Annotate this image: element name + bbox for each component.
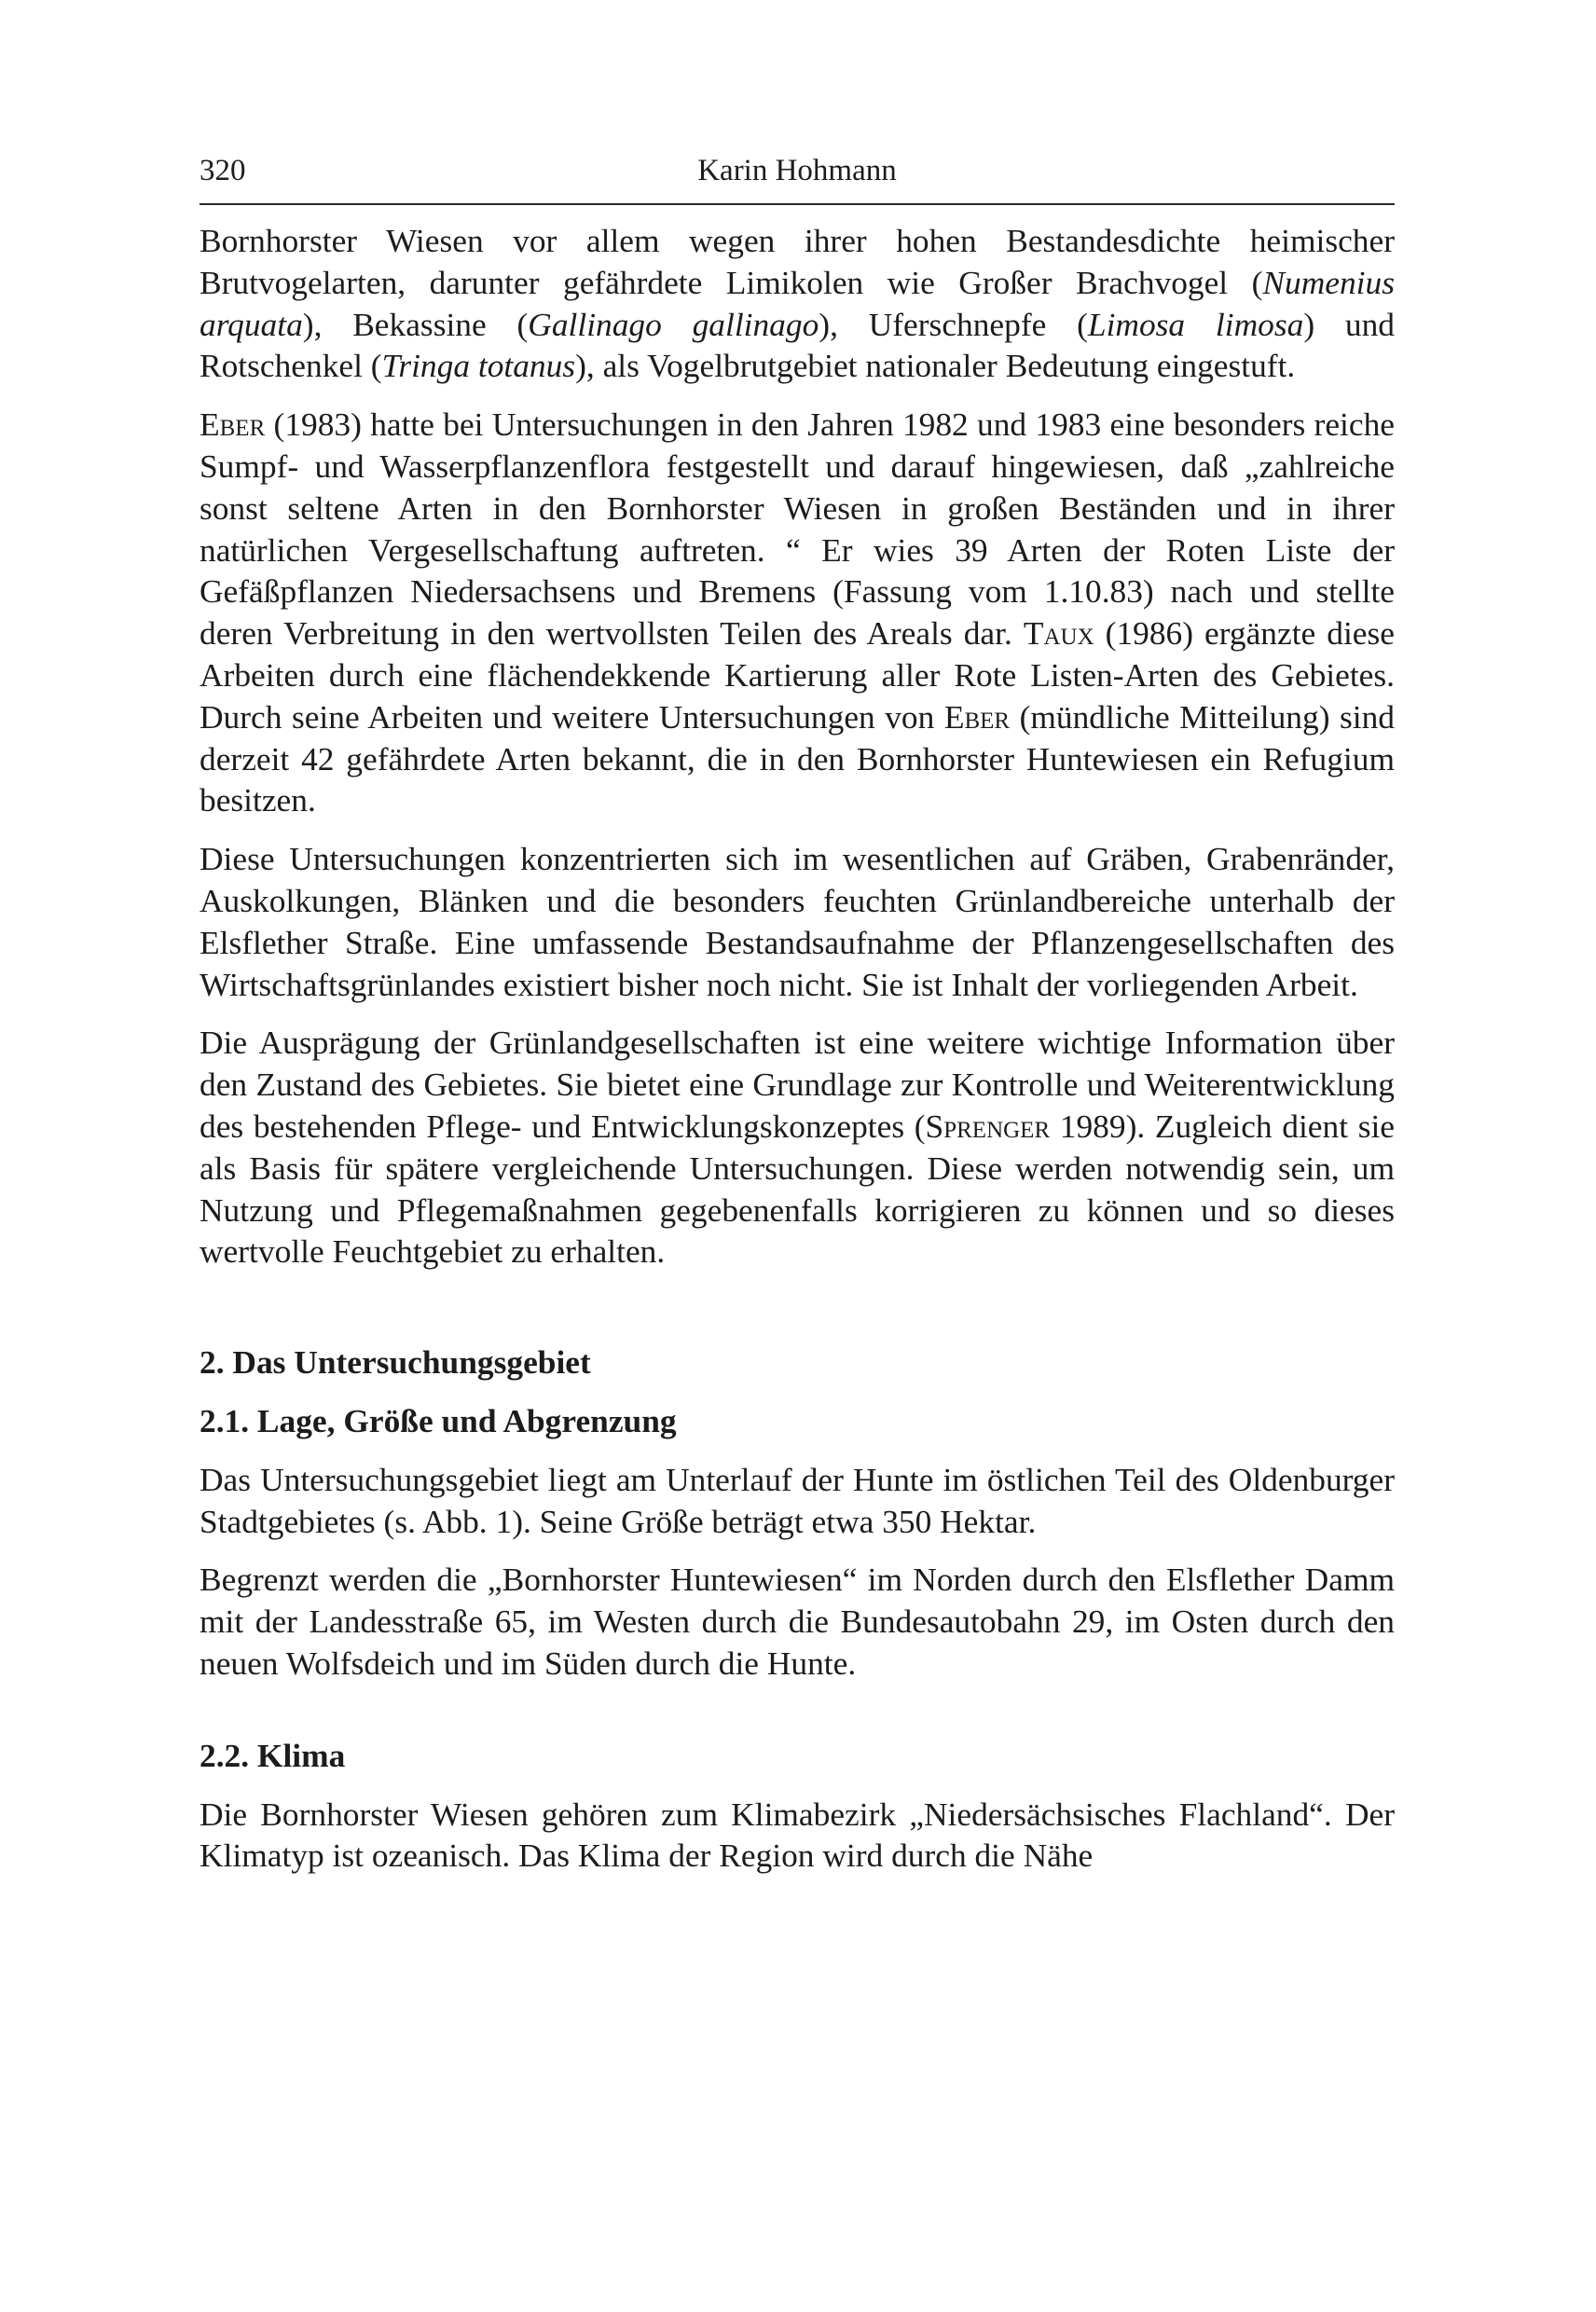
author-name: Sprenger xyxy=(925,1107,1051,1145)
paragraph-boundaries: Begrenzt werden die „Bornhorster Huntewiesen“ im Norden durch den Elsflether Damm mit der Landesstraße 65, im Westen durch die Bundesautobahn 29, im Osten durch den neuen Wolfsdeich und im Süden durch die Hunte. xyxy=(200,1561,1395,1682)
author-name: Taux xyxy=(1023,614,1094,653)
running-title: Karin Hohmann xyxy=(697,154,897,187)
section-heading-location: 2.1. Lage, Größe und Abgrenzung xyxy=(200,1401,677,1439)
paragraph-survey-focus: Diese Untersuchungen konzentrierten sich im wesentlichen auf Gräben, Grabenränder, Auskolkungen, Blänken und die besonders feuchten Grünlandbereiche unterhalb der Elsflether Straße. Eine umfassende Bestandsaufnahme der Pflanzengesellschaften des Wirtschaftsgrünlandes existiert bisher noch nicht. Sie ist Inhalt der vorliegenden Arbeit. xyxy=(200,840,1395,1003)
species-name: Gallinago gallinago xyxy=(528,305,819,343)
text-run: ) und Rotschenkel ( xyxy=(200,305,1395,385)
text-run: (1983) hatte bei Untersuchungen in den Jahren 1982 und 1983 eine besonders reiche Sumpf- und Wasserpflanzenflora festgestellt und darauf hingewiesen, daß „zahlreiche sonst seltene Arten in den Bornhorster Wiesen in großen Beständen und in ihrer natürlichen Vergesellschaftung auftreten. “ Er wies 39 Arten der Roten Liste der Gefäßpflanzen Niedersachsens und Bremens (Fassung vom 1.10.83) nach und stellte deren Verbreitung in den wertvollsten Teilen des Areals dar. xyxy=(200,406,1395,653)
book-page xyxy=(200,149,1395,1893)
text-run: ), Bekassine ( xyxy=(302,305,529,343)
text-run: ), Uferschnepfe ( xyxy=(819,305,1088,343)
text-run: (1986) ergänzte diese Arbeiten durch eine flächendekkende Kartierung aller Rote Listen-Arten des Gebietes. Durch seine Arbeiten und weitere Untersuchungen von xyxy=(200,614,1395,736)
paragraph-grassland xyxy=(200,1022,1395,1273)
page-number: 320 xyxy=(200,154,246,187)
species-name: Tringa totanus xyxy=(381,347,576,385)
text-run: Die Ausprägung der Grünlandgesellschaften ist eine weitere wichtige Information über den Zustand des Gebietes. Sie bietet eine Grundlage zur Kontrolle und Weiterentwicklung des bestehenden Pflege- und Entwicklungskonzeptes ( xyxy=(200,1024,1395,1145)
species-name: Limosa limosa xyxy=(1087,305,1304,343)
species-name: Numenius arquata xyxy=(200,263,1395,343)
paragraph-climate: Die Bornhorster Wiesen gehören zum Klimabezirk „Niedersächsisches Flachland“. Der Klimatyp ist ozeanisch. Das Klima der Region wird durch die Nähe xyxy=(200,1795,1395,1875)
text-run: 1989). Zugleich dient sie als Basis für spätere vergleichende Untersuchungen. Diese werden notwendig sein, um Nutzung und Pflegemaßnahmen gegebenenfalls korrigieren zu können und so dieses wertvolle Feuchtgebiet zu erhalten. xyxy=(200,1107,1396,1271)
chapter-heading: 2. Das Untersuchungsgebiet xyxy=(200,1343,591,1382)
paragraph-eber-survey xyxy=(200,404,1395,821)
body-text xyxy=(200,220,1395,1877)
author-name: Eber xyxy=(200,406,266,444)
author-name: Eber xyxy=(943,697,1011,736)
running-header xyxy=(200,149,1395,192)
paragraph-location: Das Untersuchungsgebiet liegt am Unterlauf der Hunte im östlichen Teil des Oldenburger Stadtgebietes (s. Abb. 1). Seine Größe beträgt etwa 350 Hektar. xyxy=(200,1460,1395,1540)
paragraph-bird-species xyxy=(200,220,1395,387)
text-run: Bornhorster Wiesen vor allem wegen ihrer hohen Bestandesdichte heimischer Brutvogelarten, darunter gefährdete Limikolen wie Großer Brachvogel ( xyxy=(200,222,1395,301)
text-run: (mündliche Mitteilung) sind derzeit 42 gefährdete Arten bekannt, die in den Bornhorster Huntewiesen ein Refugium besitzen. xyxy=(200,697,1395,819)
section-heading-climate: 2.2. Klima xyxy=(200,1736,346,1774)
text-run: ), als Vogelbrutgebiet nationaler Bedeutung eingestuft. xyxy=(575,347,1296,385)
header-rule xyxy=(200,203,1395,205)
